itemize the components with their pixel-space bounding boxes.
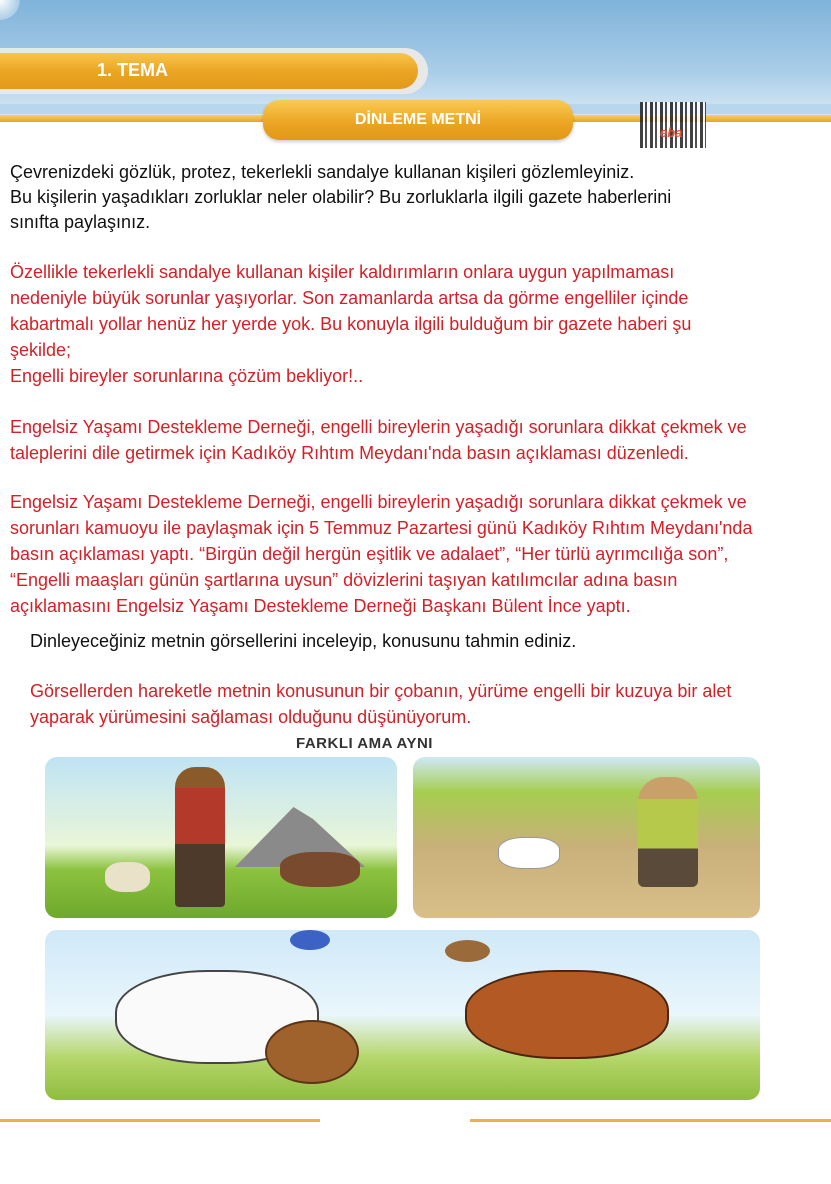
answer-headline: Engelli bireyler sorunlarına çözüm bekliyor!..	[10, 366, 364, 386]
section-banner	[263, 100, 573, 140]
answer-line: Görsellerden hareketle metnin konusunun bir çobanın, yürüme engelli bir kuzuya bir alet	[30, 681, 732, 701]
bird-figure	[290, 930, 330, 950]
answer-line: nedeniyle büyük sorunlar yaşıyorlar. Son zamanlarda artsa da görme engelliler içinde	[10, 288, 689, 308]
answer-line: yaparak yürümesini sağlaması olduğunu düşünüyorum.	[30, 707, 472, 727]
wheel-cart	[265, 1020, 359, 1084]
illustration-lamb-with-wheels	[45, 930, 760, 1100]
illustration-shepherd-with-lamb	[45, 757, 397, 918]
shepherd-figure	[175, 767, 225, 907]
footer-line	[470, 1119, 831, 1122]
answer-line: Engelsiz Yaşamı Destekleme Derneği, engelli bireylerin yaşadığı sorunlara dikkat çekmek ve	[10, 492, 747, 512]
goat-figure	[465, 970, 669, 1059]
answer-line: Engelsiz Yaşamı Destekleme Derneği, engelli bireylerin yaşadığı sorunlara dikkat çekmek ve	[10, 417, 747, 437]
shepherd-figure	[638, 777, 698, 887]
answer-line: şekilde;	[10, 340, 72, 360]
intro-line: Bu kişilerin yaşadıkları zorluklar neler olabilir? Bu zorluklarla ilgili gazete haberlerini	[10, 187, 672, 207]
section-label: DİNLEME METNİ	[354, 111, 482, 128]
answer-line: kabartmalı yollar henüz her yerde yok. Bu konuyla ilgili bulduğum bir gazete haberi şu	[10, 314, 692, 334]
answer-line: taleplerini dile getirmek için Kadıköy Rıhtım Meydanı'nda basın açıklaması düzenledi.	[10, 443, 689, 463]
answer-line: açıklamasını Engelsiz Yaşamı Destekleme Derneği Başkanı Bülent İnce yaptı.	[10, 596, 631, 616]
answer-line: sorunları kamuoyu ile paylaşmak için 5 Temmuz Pazartesi günü Kadıköy Rıhtım Meydanı'nda	[10, 518, 753, 538]
goat-figure	[105, 862, 150, 892]
theme-banner	[0, 53, 418, 89]
intro-line: Çevrenizdeki gözlük, protez, tekerlekli sandalye kullanan kişileri gözlemleyiniz.	[10, 162, 635, 182]
illustration-shepherd-kneeling	[413, 757, 760, 918]
lamb-figure	[498, 837, 560, 869]
theme-label: 1. TEMA	[97, 60, 169, 80]
illustration-title: FARKLI AMA AYNI	[296, 735, 433, 752]
answer-line: basın açıklaması yaptı. “Birgün değil hergün eşitlik ve adalaet”, “Her türlü ayrımcılığa son”,	[10, 544, 729, 564]
sun-glow	[0, 0, 20, 20]
footer-line	[0, 1119, 320, 1122]
intro-line: sınıfta paylaşınız.	[10, 212, 151, 232]
qr-brand-label: eba	[660, 125, 683, 140]
goat-figure	[280, 852, 360, 887]
answer-line: Özellikle tekerlekli sandalye kullanan kişiler kaldırımların onlara uygun yapılmaması	[10, 262, 675, 282]
answer-line: “Engelli maaşları günün şartlarına uysun” dövizlerini taşıyan katılımcılar adına basın	[10, 570, 678, 590]
bird-figure	[445, 940, 490, 962]
question-prompt: Dinleyeceğiniz metnin görsellerini inceleyip, konusunu tahmin ediniz.	[30, 631, 577, 651]
